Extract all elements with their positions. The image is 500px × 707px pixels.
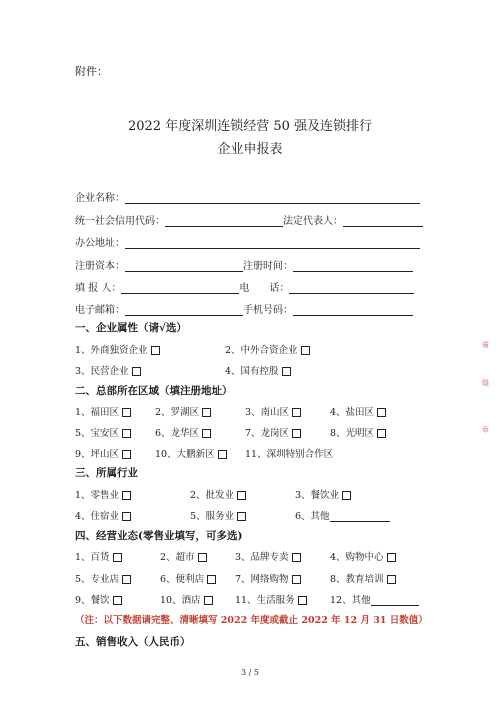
checkbox[interactable] <box>113 553 122 562</box>
mobile-label: 手机号码： <box>243 305 293 316</box>
checkbox[interactable] <box>377 429 386 438</box>
option-item[interactable]: 4、国有控股 <box>225 363 291 377</box>
email-field[interactable] <box>125 304 243 316</box>
option-item[interactable]: 11、深圳特别合作区 <box>245 449 334 460</box>
other-industry-field[interactable] <box>330 510 390 522</box>
email-row <box>75 301 413 316</box>
option-item[interactable]: 7、龙岗区 <box>245 425 301 439</box>
option-item[interactable]: 1、外商独资企业 <box>75 342 160 356</box>
option-item[interactable]: 10、大鹏新区 <box>155 446 227 460</box>
option-item[interactable]: 1、零售业 <box>75 487 131 501</box>
phone-field[interactable] <box>289 282 414 294</box>
checkbox[interactable] <box>151 346 160 355</box>
checkbox[interactable] <box>292 575 301 584</box>
checkbox[interactable] <box>198 553 207 562</box>
checkbox[interactable] <box>387 553 396 562</box>
section-4-title: 四、经营业态(零售业填写，可多选) <box>75 530 243 542</box>
option-item[interactable]: 3、民营企业 <box>75 363 141 377</box>
capital-row <box>75 257 413 272</box>
checkbox[interactable] <box>377 408 386 417</box>
checkbox[interactable] <box>387 575 396 584</box>
checkbox[interactable] <box>122 512 131 521</box>
option-item[interactable]: 11、生活服务 <box>235 592 307 606</box>
checkbox[interactable] <box>292 408 301 417</box>
checkbox[interactable] <box>122 408 131 417</box>
checkbox[interactable] <box>298 596 307 605</box>
address-row <box>75 234 420 249</box>
option-item[interactable]: 4、购物中心 <box>330 549 396 563</box>
checkbox[interactable] <box>282 367 291 376</box>
checkbox[interactable] <box>207 575 216 584</box>
option-item[interactable]: 4、盐田区 <box>330 404 386 418</box>
option-item[interactable]: 3、餐饮业 <box>295 487 351 501</box>
option-item[interactable]: 6、龙华区 <box>155 425 211 439</box>
company-name-label: 企业名称： <box>75 193 125 204</box>
option-item[interactable]: 8、光明区 <box>330 425 386 439</box>
seal-fragment-mark: 缝 <box>482 379 489 387</box>
checkbox[interactable] <box>122 450 131 459</box>
option-item[interactable]: 10、酒店 <box>160 592 213 606</box>
capital-label: 注册资本： <box>75 261 125 272</box>
option-item[interactable]: 2、超市 <box>160 549 207 563</box>
option-item[interactable]: 5、专业店 <box>75 571 131 585</box>
reg-time-label: 注册时间： <box>243 261 293 272</box>
checkbox[interactable] <box>237 512 246 521</box>
option-item[interactable]: 2、批发业 <box>190 487 246 501</box>
section-3-title: 三、所属行业 <box>75 467 138 479</box>
checkbox[interactable] <box>132 367 141 376</box>
option-item[interactable]: 9、餐饮 <box>75 592 122 606</box>
filler-row <box>75 279 414 294</box>
checkbox[interactable] <box>122 429 131 438</box>
checkbox[interactable] <box>218 450 227 459</box>
option-item[interactable]: 8、教育培训 <box>330 571 396 585</box>
credit-code-label: 统一社会信用代码： <box>75 216 165 227</box>
section-1-title: 一、企业属性（请√选） <box>75 322 187 334</box>
checkbox[interactable] <box>342 491 351 500</box>
option-item[interactable]: 6、便利店 <box>160 571 216 585</box>
company-name-field[interactable] <box>125 192 420 204</box>
credit-code-row <box>75 212 423 227</box>
section-2-title: 二、总部所在区域（填注册地址） <box>75 385 233 397</box>
other-format-field[interactable] <box>371 594 419 606</box>
checkbox[interactable] <box>122 575 131 584</box>
option-item[interactable]: 3、南山区 <box>245 404 301 418</box>
option-item[interactable]: 5、宝安区 <box>75 425 131 439</box>
option-item[interactable]: 7、网络购物 <box>235 571 301 585</box>
capital-field[interactable] <box>125 260 243 272</box>
option-item[interactable]: 6、其他 <box>295 508 390 522</box>
checkbox[interactable] <box>301 346 310 355</box>
data-note: （注：以下数据请完整、清晰填写 2022 年度或截止 2022 年 12 月 31 日数值） <box>75 615 428 626</box>
attachment-label: 附件： <box>75 65 108 78</box>
seal-fragment-mark: 骑 <box>482 341 489 349</box>
checkbox[interactable] <box>113 596 122 605</box>
company-name-row <box>75 189 420 204</box>
email-label: 电子邮箱： <box>75 305 125 316</box>
checkbox[interactable] <box>292 553 301 562</box>
option-item[interactable]: 5、服务业 <box>190 508 246 522</box>
address-label: 办公地址： <box>75 238 125 249</box>
option-item[interactable]: 9、坪山区 <box>75 446 131 460</box>
option-item[interactable]: 12、其他 <box>330 592 419 606</box>
seal-fragment-mark: 章 <box>482 426 489 434</box>
legal-rep-label: 法定代表人： <box>283 216 343 227</box>
option-item[interactable]: 2、罗湖区 <box>155 404 211 418</box>
checkbox[interactable] <box>292 429 301 438</box>
filler-label: 填 报 人： <box>75 283 122 294</box>
filler-field[interactable] <box>121 282 239 294</box>
form-subtitle: 企业申报表 <box>217 142 283 157</box>
phone-label: 电 话： <box>239 283 290 294</box>
legal-rep-field[interactable] <box>343 215 423 227</box>
checkbox[interactable] <box>122 491 131 500</box>
mobile-field[interactable] <box>293 304 413 316</box>
address-field[interactable] <box>125 237 420 249</box>
section-5-title: 五、销售收入（人民币） <box>75 636 191 648</box>
option-item[interactable]: 2、中外合资企业 <box>225 342 310 356</box>
checkbox[interactable] <box>202 429 211 438</box>
checkbox[interactable] <box>204 596 213 605</box>
form-title: 2022 年度深圳连锁经营 50 强及连锁排行 <box>127 119 373 134</box>
credit-code-field[interactable] <box>165 215 283 227</box>
checkbox[interactable] <box>202 408 211 417</box>
page-number: 3 / 5 <box>241 668 259 677</box>
option-item[interactable]: 1、福田区 <box>75 404 131 418</box>
option-item[interactable]: 1、百货 <box>75 549 122 563</box>
reg-time-field[interactable] <box>293 260 413 272</box>
option-item[interactable]: 3、品牌专卖 <box>235 549 301 563</box>
checkbox[interactable] <box>237 491 246 500</box>
option-item[interactable]: 4、住宿业 <box>75 508 131 522</box>
